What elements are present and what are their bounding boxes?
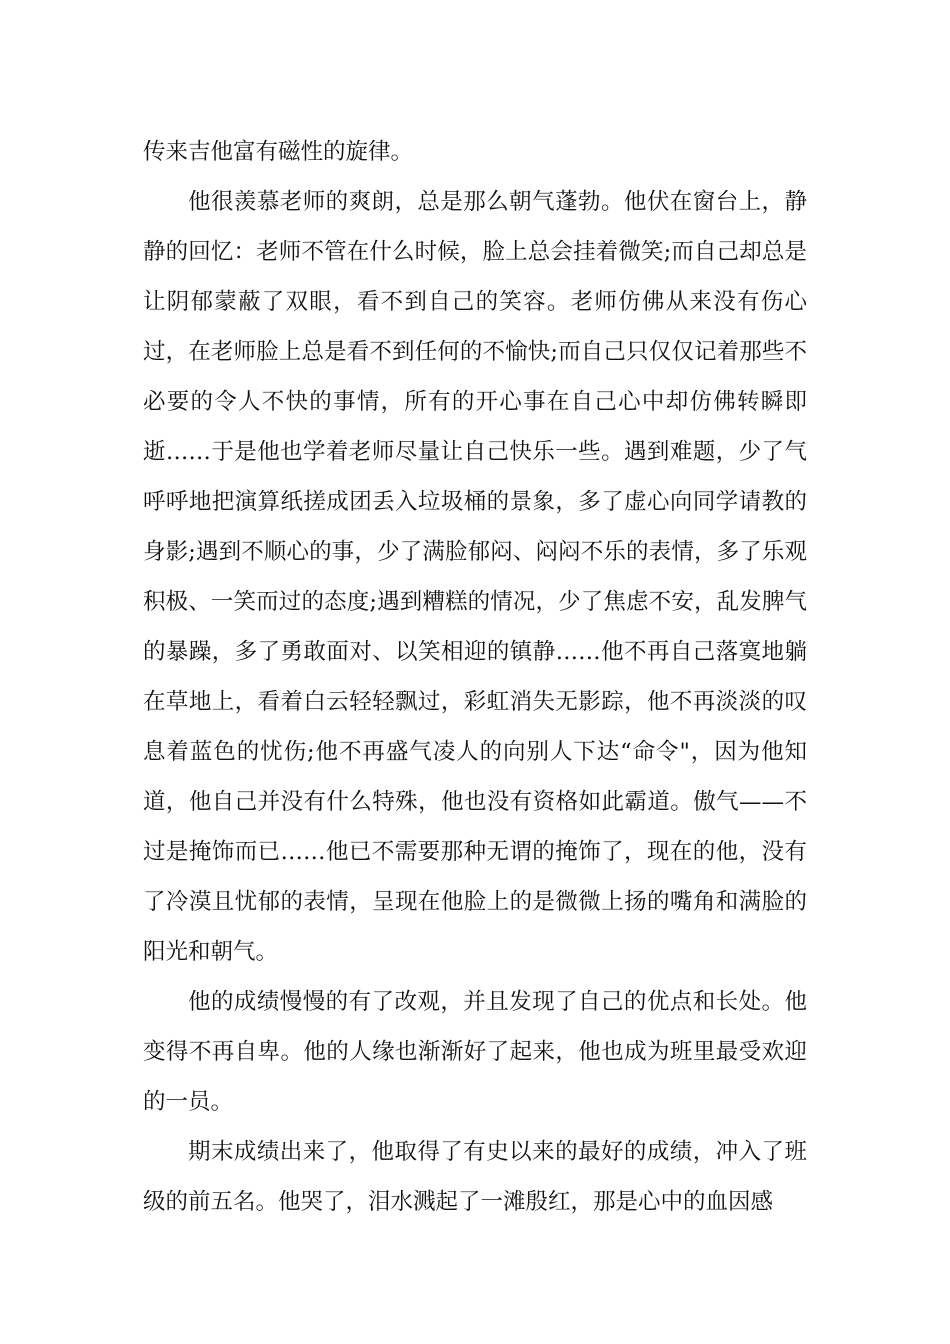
paragraph: 他的成绩慢慢的有了改观，并且发现了自己的优点和长处。他变得不再自卑。他的人缘也渐渐好了起来，他也成为班里最受欢迎的一员。	[143, 989, 807, 1115]
paragraph: 他很羡慕老师的爽朗，总是那么朝气蓬勃。他伏在窗台上，静静的回忆：老师不管在什么时候，脸上总会挂着微笑;而自己却总是让阴郁蒙蔽了双眼，看不到自己的笑容。老师仿佛从来没有伤心过，在老师脸上总是看不到任何的不愉快;而自己只仅仅记着那些不必要的令人不快的事情，所有的开心事在自己心中却仿佛转瞬即逝……于是他也学着老师尽量让自己快乐一些。遇到难题，少了气呼呼地把演算纸搓成团丢入垃圾桶的景象，多了虚心向同学请教的身影;遇到不顺心的事，少了满脸郁闷、闷闷不乐的表情，多了乐观积极、一笑而过的态度;遇到糟糕的情况，少了焦虑不安，乱发脾气的暴躁，多了勇敢面对、以笑相迎的镇静……他不再自己落寞地躺在草地上，看着白云轻轻飘过，彩虹消失无影踪，他不再淡淡的叹息着蓝色的忧伤;他不再盛气凌人的向别人下达“命令"，因为他知道，他自己并没有什么特殊，他也没有资格如此霸道。傲气——不过是掩饰而已……他已不需要那种无谓的掩饰了，现在的他，没有了冷漠且忧郁的表情，呈现在他脸上的是微微上扬的嘴角和满脸的阳光和朝气。	[143, 189, 807, 965]
paragraph: 期末成绩出来了，他取得了有史以来的最好的成绩，冲入了班级的前五名。他哭了，泪水溅起了一滩殷红，那是心中的血因感	[143, 1139, 807, 1215]
document-body	[143, 127, 807, 1227]
paragraph-continued: 传来吉他富有磁性的旋律。	[143, 139, 414, 165]
